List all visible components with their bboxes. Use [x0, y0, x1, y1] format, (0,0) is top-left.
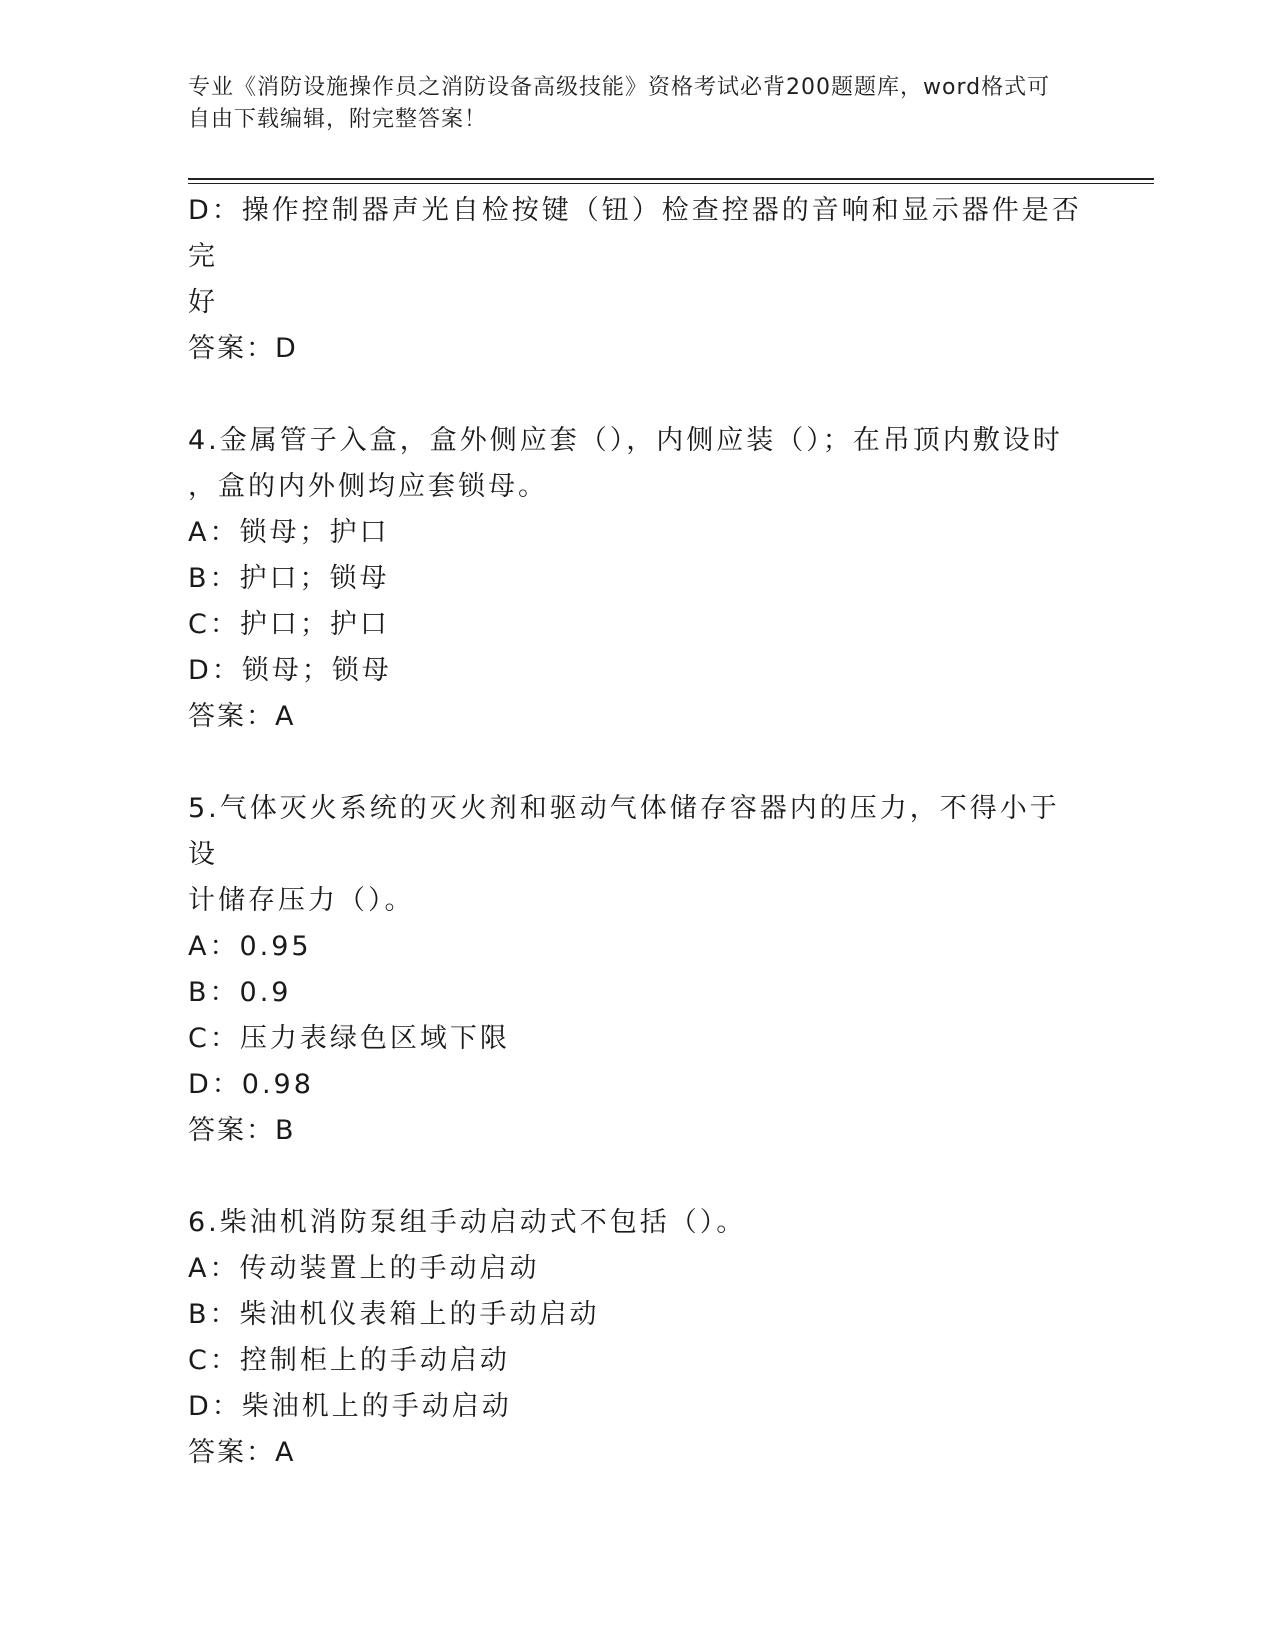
option-b: B：0.9 [188, 977, 292, 1008]
question-3-tail [188, 188, 1088, 372]
question-list [188, 188, 1088, 1476]
spacer [188, 372, 1088, 418]
option-c: C：护口；护口 [188, 609, 390, 640]
answer: 答案：A [188, 701, 296, 732]
option-d: D：柴油机上的手动启动 [188, 1391, 512, 1422]
option-d-line-1: D：操作控制器声光自检按键（钮）检查控器的音响和显示器件是否完 [188, 195, 1082, 272]
option-d: D：锁母；锁母 [188, 655, 392, 686]
spacer [188, 740, 1088, 786]
option-a: A：0.95 [188, 931, 312, 962]
question-stem-line-2: 计储存压力（）。 [188, 885, 415, 916]
option-a: A：传动装置上的手动启动 [188, 1253, 540, 1284]
answer: 答案：A [188, 1437, 296, 1468]
answer: 答案：B [188, 1115, 296, 1146]
question-stem: 6.柴油机消防泵组手动启动式不包括（）。 [188, 1207, 747, 1238]
option-c: C：压力表绿色区域下限 [188, 1023, 510, 1054]
question-stem-line-1: 5.气体灭火系统的灭火剂和驱动气体储存容器内的压力，不得小于设 [188, 793, 1060, 870]
option-b: B：柴油机仪表箱上的手动启动 [188, 1299, 600, 1330]
page-header-title: 专业《消防设施操作员之消防设备高级技能》资格考试必背200题题库，word格式可自由下载编辑，附完整答案！ [188, 75, 1051, 132]
answer: 答案：D [188, 333, 298, 364]
option-c: C：控制柜上的手动启动 [188, 1345, 510, 1376]
option-d: D：0.98 [188, 1069, 314, 1100]
question-stem-line-2: ，盒的内外侧均应套锁母。 [188, 471, 548, 502]
spacer [188, 1154, 1088, 1200]
option-d-line-2: 好 [188, 287, 218, 318]
question-4 [188, 418, 1088, 740]
header-rule-thick [188, 178, 1154, 180]
option-b: B：护口；锁母 [188, 563, 390, 594]
option-a: A：锁母；护口 [188, 517, 390, 548]
header-rule-thin [188, 183, 1154, 184]
question-stem-line-1: 4.金属管子入盒，盒外侧应套（），内侧应装（）；在吊顶内敷设时 [188, 425, 1063, 456]
question-5 [188, 786, 1088, 1154]
question-6 [188, 1200, 1088, 1476]
